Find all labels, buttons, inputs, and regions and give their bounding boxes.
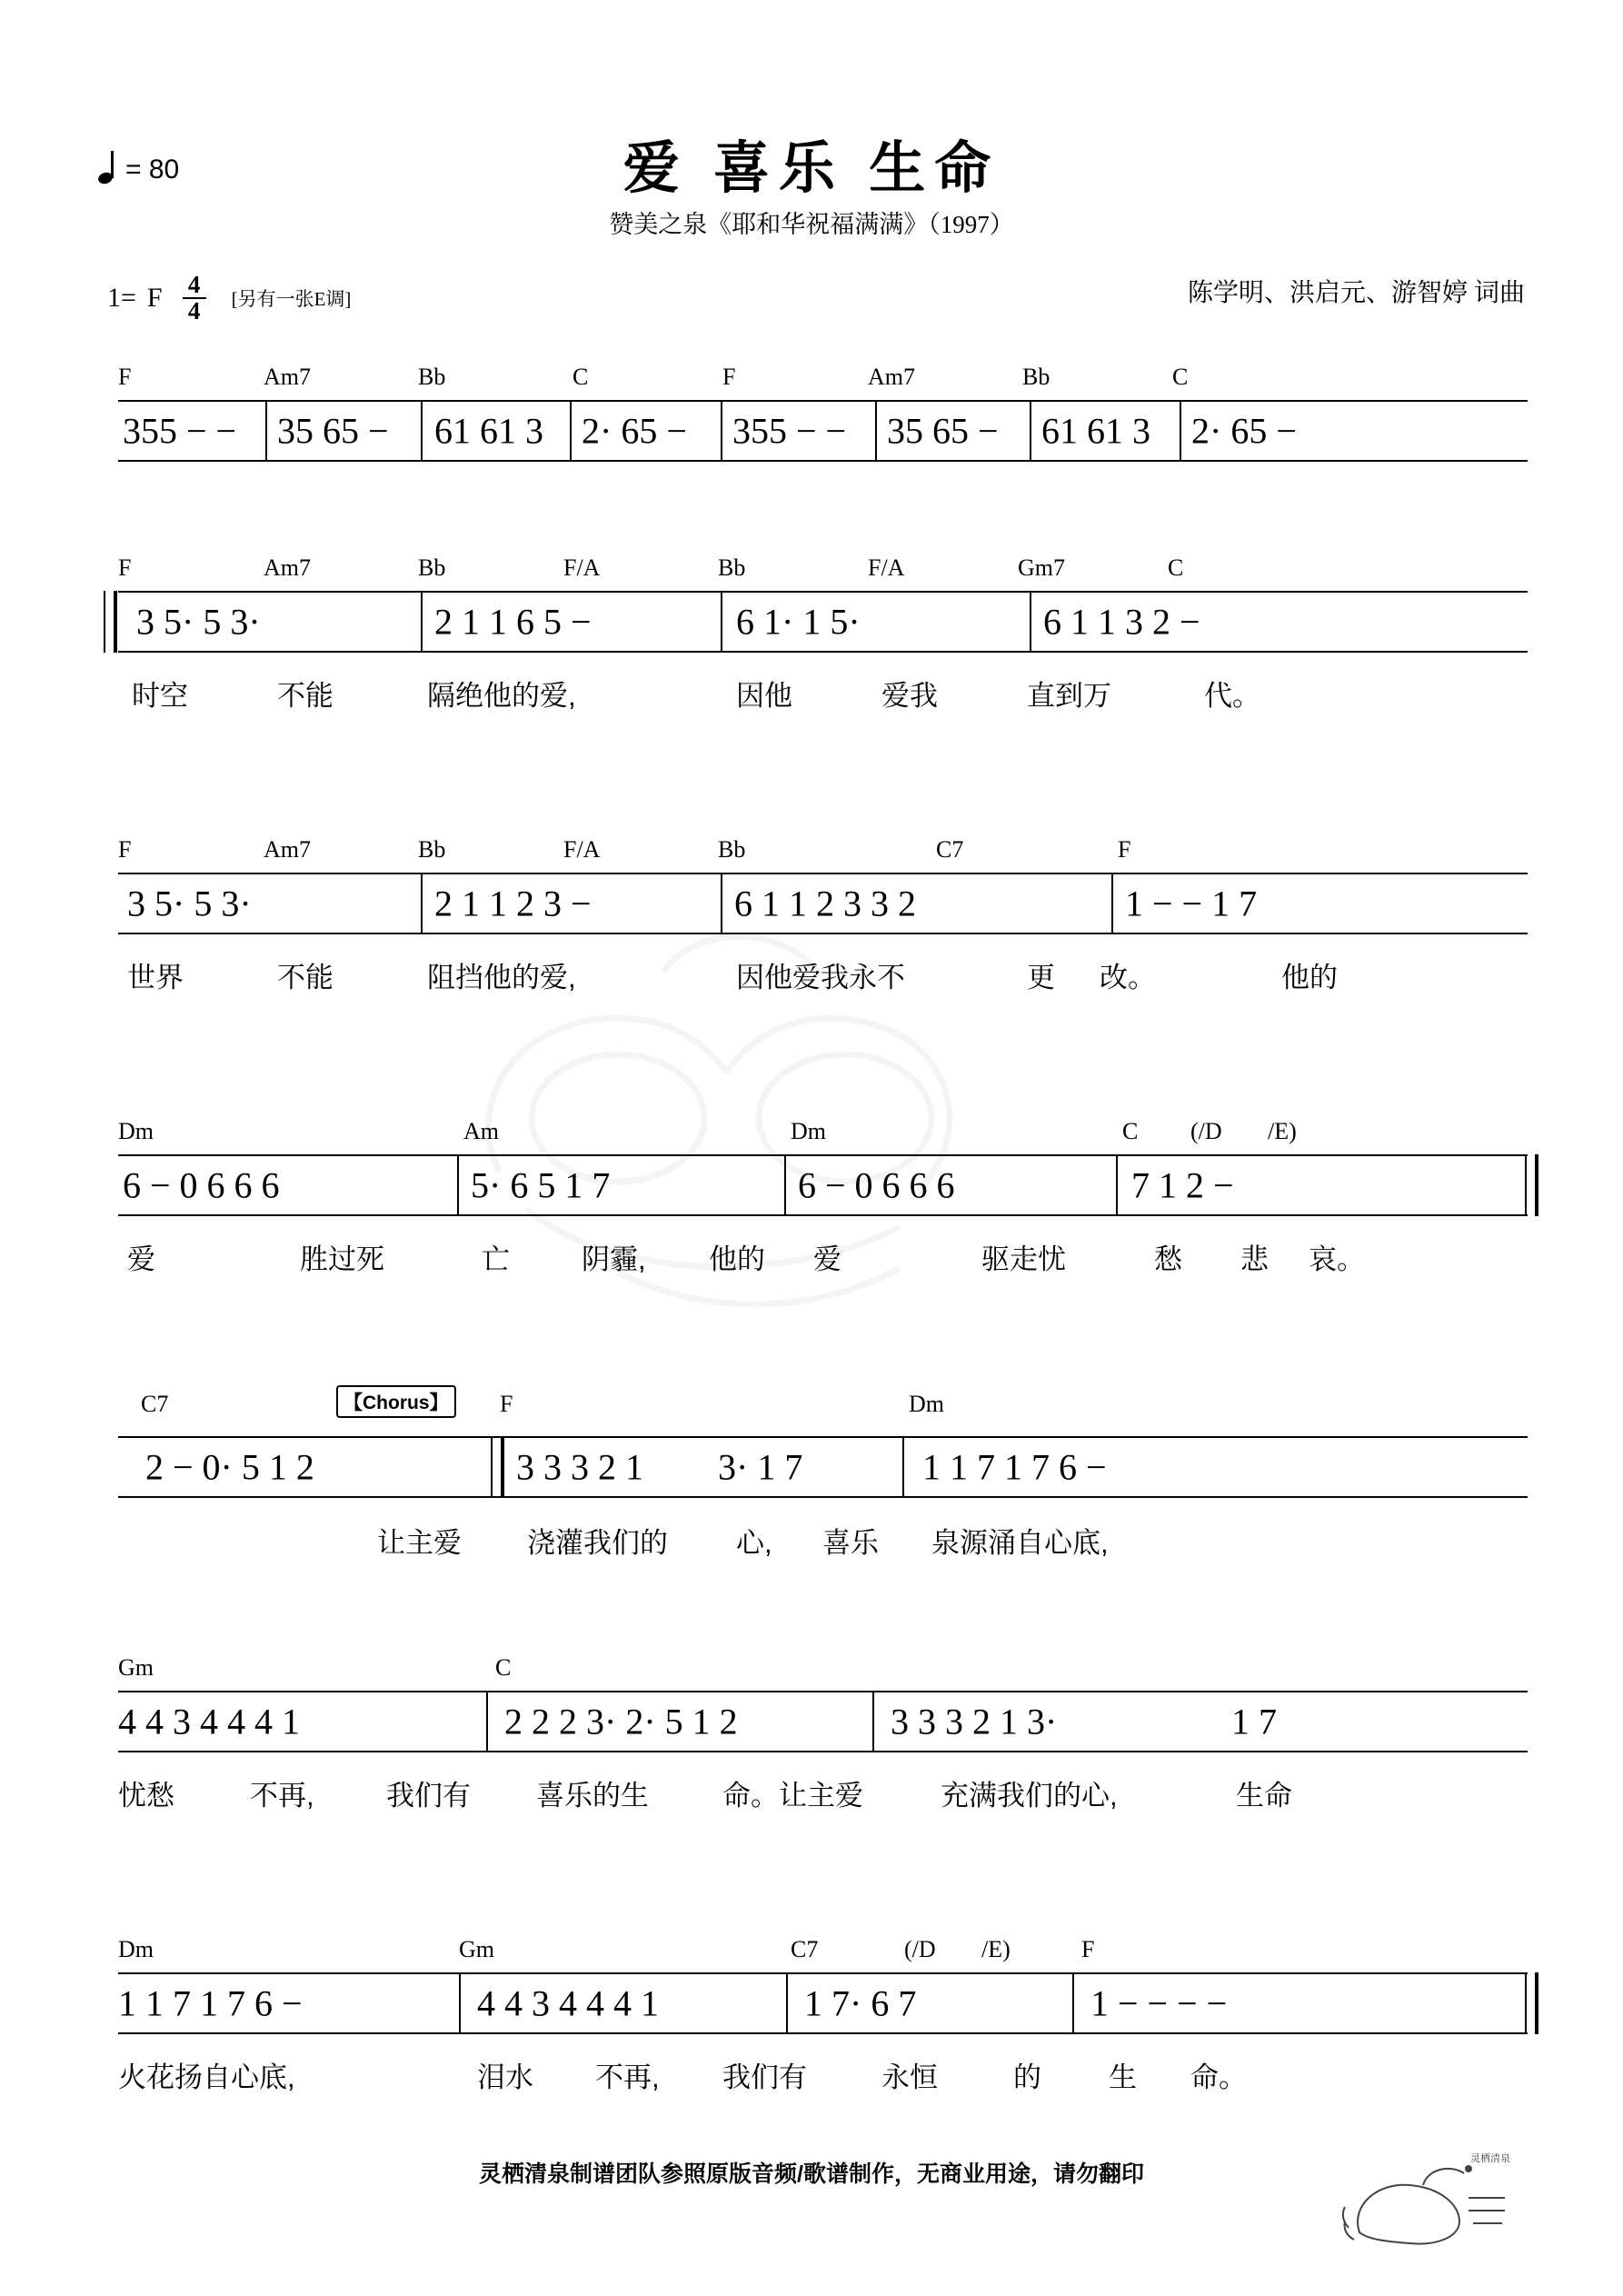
lyric: 直到万 <box>1027 680 1111 712</box>
chord-symbol: C <box>1168 554 1184 581</box>
note-group: 2 2 2 3· 2· 5 1 2 <box>504 1701 738 1742</box>
chord-symbol: Gm <box>459 1936 494 1962</box>
note-group: 1 − − − − <box>1090 1982 1228 2024</box>
chord-symbol: Bb <box>418 836 446 863</box>
credits: 陈学明、洪启元、游智婷 词曲 <box>1187 279 1525 307</box>
chord-symbol: F <box>722 364 736 390</box>
note-group: 1 7 <box>1231 1701 1277 1742</box>
note-group: 2· 65 − <box>1191 410 1297 452</box>
lyric: 阴霾, <box>582 1243 646 1275</box>
chord-symbol: (/D <box>904 1936 936 1962</box>
note-group: 3 3 3 2 1 3· <box>891 1701 1058 1742</box>
note-group: 355 − − <box>123 410 237 452</box>
chord-symbol: F <box>118 554 132 581</box>
chord-symbol: /E) <box>1268 1118 1297 1144</box>
chord-symbol: F/A <box>563 836 601 863</box>
note-group: 3 5· 5 3· <box>136 601 261 643</box>
note-group: 35 65 − <box>277 410 389 452</box>
chord-symbol: F <box>118 364 132 390</box>
chord-symbol: Am7 <box>264 554 311 581</box>
lingqi-qingquan-logo <box>1332 2141 1514 2260</box>
lyric: 时空 <box>132 680 188 712</box>
chord-symbol: Gm7 <box>1018 554 1065 581</box>
note-group: 6 1 1 2 3 3 2 <box>734 883 916 924</box>
note-group: 355 − − <box>732 410 847 452</box>
chord-symbol: Dm <box>791 1118 826 1144</box>
chord-symbol: Bb <box>418 364 446 390</box>
note-group: 2 − 0· 5 1 2 <box>145 1446 314 1488</box>
chord-symbol: C <box>573 364 589 390</box>
note-group: 2· 65 − <box>582 410 687 452</box>
note-group: 6 − 0 6 6 6 <box>798 1164 955 1206</box>
chord-symbol: Dm <box>909 1391 944 1417</box>
note-group: 4 4 3 4 4 4 1 <box>477 1982 659 2024</box>
subtitle: 赞美之泉《耶和华祝福满满》（1997） <box>609 211 1014 238</box>
note-group: 7 1 2 − <box>1131 1164 1234 1206</box>
lyric: 不再, <box>595 2061 660 2093</box>
chord-symbol: Am7 <box>868 364 915 390</box>
chord-symbol: C7 <box>141 1391 169 1417</box>
lyric: 泉源涌自心底, <box>931 1527 1109 1559</box>
key-signature <box>107 273 351 324</box>
footer-note: 灵栖清泉制谱团队参照原版音频/歌谱制作，无商业用途，请勿翻印 <box>479 2161 1144 2187</box>
lyric: 浇灌我们的 <box>527 1527 668 1559</box>
note-group: 6 − 0 6 6 6 <box>123 1164 280 1206</box>
lyric: 驱走忧 <box>981 1243 1066 1275</box>
lyric: 我们有 <box>722 2061 807 2093</box>
lyric: 泪水 <box>477 2061 533 2093</box>
time-signature-bottom: 4 <box>187 297 201 324</box>
lyric: 我们有 <box>386 1780 471 1812</box>
lyric: 心, <box>736 1527 772 1559</box>
chord-symbol: Bb <box>1022 364 1050 390</box>
chord-symbol: (/D <box>1190 1118 1222 1144</box>
chord-symbol: Dm <box>118 1118 154 1144</box>
chord-symbol: Bb <box>718 836 746 863</box>
lyric: 他的 <box>1281 962 1338 993</box>
lyric: 隔绝他的爱, <box>427 680 576 712</box>
chord-symbol: F <box>118 836 132 863</box>
lyric: 哀。 <box>1309 1243 1365 1275</box>
lyric: 永恒 <box>881 2061 938 2093</box>
lyric: 不再, <box>250 1780 314 1812</box>
chord-symbol: F/A <box>868 554 905 581</box>
lyric: 忧愁 <box>118 1780 174 1812</box>
lyric: 喜乐 <box>822 1527 879 1559</box>
chord-symbol: Gm <box>118 1654 154 1681</box>
lyric: 胜过死 <box>300 1243 384 1275</box>
lyric: 他的 <box>709 1243 765 1275</box>
logo-text: 灵栖清泉 <box>1470 2153 1510 2164</box>
lyric: 不能 <box>277 680 334 712</box>
note-group: 1 − − 1 7 <box>1125 883 1258 924</box>
chord-symbol: F <box>500 1391 513 1417</box>
lyric: 因他爱我永不 <box>736 962 905 993</box>
note-group: 1 7· 6 7 <box>804 1982 917 2024</box>
chord-symbol: C7 <box>791 1936 819 1962</box>
lyric: 更 <box>1027 962 1055 993</box>
note-group: 6 1· 1 5· <box>736 601 861 643</box>
time-signature-top: 4 <box>187 271 201 298</box>
note-group: 1 1 7 1 7 6 − <box>118 1982 303 2024</box>
note-group: 35 65 − <box>887 410 999 452</box>
chord-symbol: Am7 <box>264 836 311 863</box>
lyric: 爱 <box>813 1243 841 1275</box>
note-group: 3· 1 7 <box>718 1446 803 1488</box>
chord-symbol: C <box>495 1654 512 1681</box>
chord-symbol: Am <box>463 1118 499 1144</box>
lyric: 火花扬自心底, <box>118 2061 295 2093</box>
chord-symbol: F/A <box>563 554 601 581</box>
key-value: F <box>146 283 163 313</box>
note-group: 4 4 3 4 4 4 1 <box>118 1701 300 1742</box>
lyric: 喜乐的生 <box>536 1780 649 1812</box>
note-group: 3 5· 5 3· <box>127 883 252 924</box>
chord-symbol: /E) <box>981 1936 1011 1962</box>
chord-symbol: F <box>1081 1936 1095 1962</box>
chord-symbol: Bb <box>718 554 746 581</box>
page-title: 爱 喜乐 生命 <box>622 137 1001 200</box>
chorus-marker: 【Chorus】 <box>336 1385 456 1418</box>
note-group: 5· 6 5 1 7 <box>471 1164 611 1206</box>
chord-symbol: F <box>1118 836 1131 863</box>
chord-symbol: C7 <box>936 836 964 863</box>
lyric: 爱 <box>127 1243 155 1275</box>
alt-key-note: [另有一张E调] <box>231 288 352 310</box>
lyric: 悲 <box>1240 1243 1269 1275</box>
lyric: 命。让主爱 <box>722 1780 863 1812</box>
chord-symbol: Dm <box>118 1936 154 1962</box>
chord-symbol: Bb <box>418 554 446 581</box>
lyric: 亡 <box>482 1243 510 1275</box>
note-group: 6 1 1 3 2 − <box>1043 601 1200 643</box>
key-label: 1= <box>107 283 136 313</box>
chord-symbol: C <box>1172 364 1189 390</box>
lyric: 不能 <box>277 962 334 993</box>
note-group: 3 3 3 2 1 <box>516 1446 643 1488</box>
lyric: 生 <box>1109 2061 1137 2093</box>
lyric: 阻挡他的爱, <box>427 962 576 993</box>
lyric: 的 <box>1013 2061 1041 2093</box>
lyric: 生命 <box>1236 1780 1292 1812</box>
lyric: 世界 <box>127 962 184 993</box>
note-group: 61 61 3 <box>1041 410 1150 452</box>
lyric: 代。 <box>1204 680 1260 712</box>
lyric: 愁 <box>1154 1243 1182 1275</box>
time-signature <box>183 273 206 324</box>
lyric: 命。 <box>1190 2061 1247 2093</box>
lyric: 改。 <box>1100 962 1156 993</box>
lyric: 爱我 <box>881 680 938 712</box>
note-group: 1 1 7 1 7 6 − <box>922 1446 1107 1488</box>
note-group: 2 1 1 2 3 − <box>434 883 592 924</box>
note-group: 2 1 1 6 5 − <box>434 601 592 643</box>
lyric: 让主爱 <box>377 1527 462 1559</box>
lyric: 充满我们的心, <box>941 1780 1118 1812</box>
chord-symbol: Am7 <box>264 364 311 390</box>
chord-symbol: C <box>1122 1118 1139 1144</box>
tempo-value: = 80 <box>125 155 180 185</box>
lyric: 因他 <box>736 680 792 712</box>
note-group: 61 61 3 <box>434 410 543 452</box>
